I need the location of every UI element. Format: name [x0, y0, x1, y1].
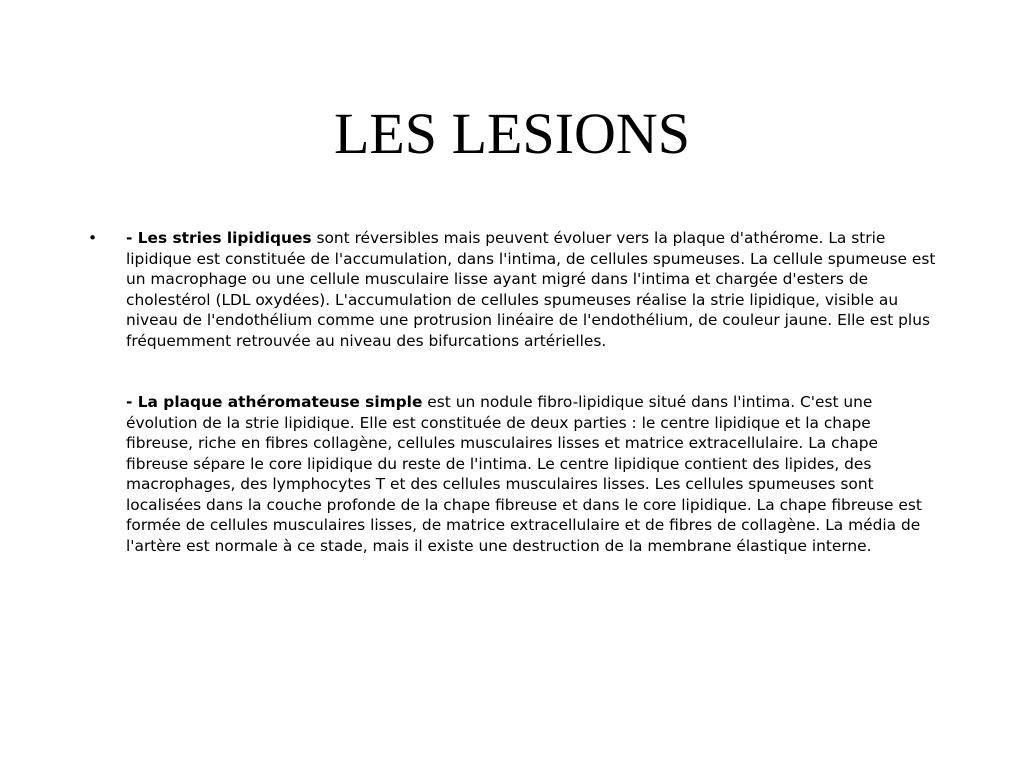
paragraph-stries-lipidiques — [126, 228, 941, 351]
paragraph-plaque-atheromateuse — [126, 392, 941, 556]
bullet-marker: • — [88, 229, 98, 247]
paragraph-lead: - Les stries lipidiques — [126, 229, 312, 247]
paragraph-lead: - La plaque athéromateuse simple — [126, 393, 423, 411]
paragraph-text: est un nodule fibro-lipidique situé dans l'intima. C'est une évolution de la strie lipidique. Elle est constituée de deux parties : le centre lipidique et la chape fibreuse, riche en fibres collagène, cellules musculaires lisses et matrice extracellulaire. La chape fibreuse sépare le core lipidique du reste de l'intima. Le centre lipidique contient des lipides, des macrophages, des lymphocytes T et des cellules musculaires lisses. Les cellules spumeuses sont localisées dans la couche profonde de la chape fibreuse et dans le core lipidique. La chape fibreuse est formée de cellules musculaires lisses, de matrice extracellulaire et de fibres de collagène. La média de l'artère est normale à ce stade, mais il existe une destruction de la membrane élastique interne. — [126, 393, 922, 555]
slide-title: LES LESIONS — [333, 101, 691, 166]
slide-body — [88, 228, 948, 556]
paragraph-text: sont réversibles mais peuvent évoluer vers la plaque d'athérome. La strie lipidique est constituée de l'accumulation, dans l'intima, de cellules spumeuses. La cellule spumeuse est un macrophage ou une cellule musculaire lisse ayant migré dans l'intima et chargée d'esters de cholestérol (LDL oxydées). L'accumulation de cellules spumeuses réalise la strie lipidique, visible au niveau de l'endothélium comme une protrusion linéaire de l'endothélium, de couleur jaune. Elle est plus fréquemment retrouvée au niveau des bifurcations artérielles. — [126, 229, 936, 350]
